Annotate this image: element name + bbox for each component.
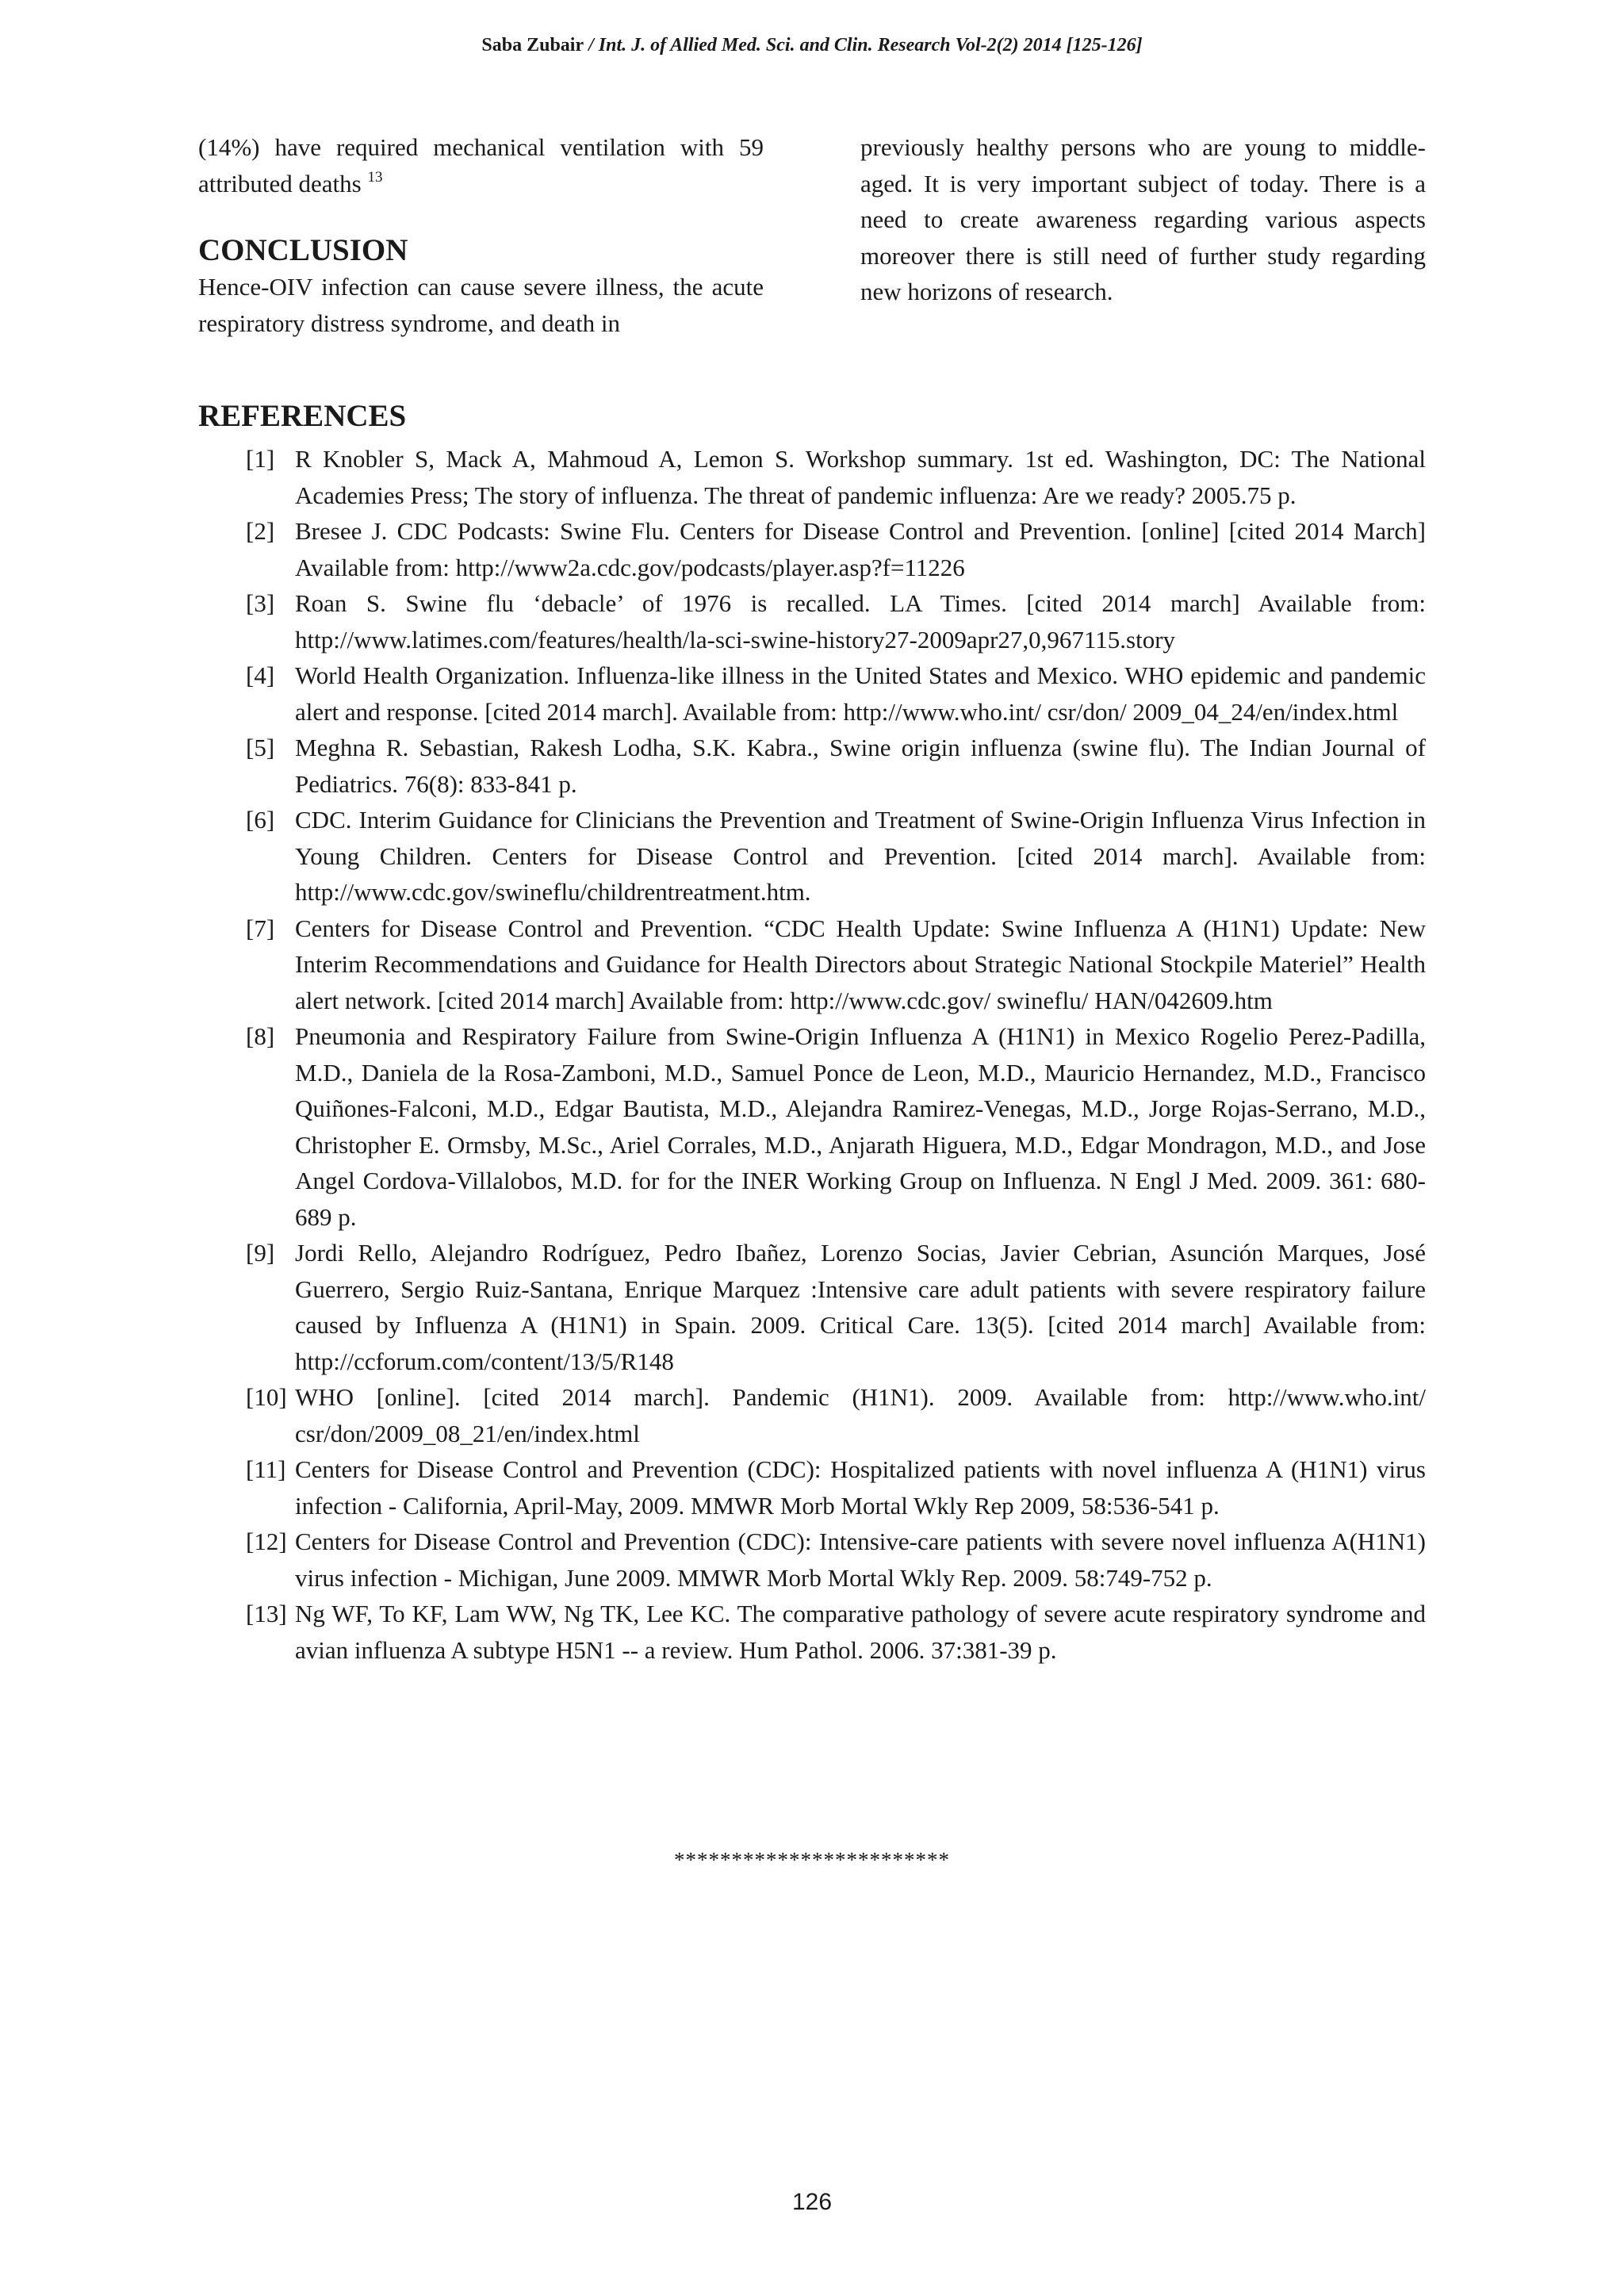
reference-text: Pneumonia and Respiratory Failure from Swine-Origin Influenza A (H1N1) in Mexico Rogelio Perez-Padilla, M.D., Daniela de la Rosa-Zamboni, M.D., Samuel Ponce de Leon, M.D., Mauricio Hernandez, M.D., Francisco Quiñones-Falconi, M.D., Edgar Bautista, M.D., Alejandra Ramirez-Venegas, M.D., Jorge Rojas-Serrano, M.D., Christopher E. Ormsby, M.Sc., Ariel Corrales, M.D., Anjarath Higuera, M.D., Edgar Mondragon, M.D., and Jose Angel Cordova-Villalobos, M.D. for for the INER Working Group on Influenza. N Engl J Med. 2009. 361: 680-689 p. — [295, 1022, 1426, 1231]
reference-item — [198, 441, 1426, 513]
reference-text: Jordi Rello, Alejandro Rodríguez, Pedro Ibañez, Lorenzo Socias, Javier Cebrian, Asunción Marques, José Guerrero, Sergio Ruiz-Santana, Enrique Marquez :Intensive care adult patients with severe respiratory failure caused by Influenza A (H1N1) in Spain. 2009. Critical Care. 13(5). [cited 2014 march] Available from: http://ccforum.com/content/13/5/R148 — [295, 1239, 1426, 1375]
reference-text: Bresee J. CDC Podcasts: Swine Flu. Centers for Disease Control and Prevention. [online] [cited 2014 March] Available from: http://www2a.cdc.gov/podcasts/player.asp?f=11226 — [295, 517, 1426, 581]
reference-number: [1] — [246, 445, 275, 473]
reference-number: [3] — [246, 589, 275, 617]
reference-text: WHO [online]. [cited 2014 march]. Pandemic (H1N1). 2009. Available from: http://www.who.int/ csr/don/2009_08_21/en/index.html — [295, 1383, 1426, 1447]
reference-number: [10] — [246, 1383, 287, 1411]
reference-text: Roan S. Swine flu ‘debacle’ of 1976 is recalled. LA Times. [cited 2014 march] Available from: http://www.latimes.com/features/health/la-sci-swine-history27-2009apr27,0,967115.story — [295, 589, 1426, 654]
reference-item — [198, 585, 1426, 657]
reference-number: [8] — [246, 1022, 275, 1050]
running-header — [0, 35, 1624, 56]
conclusion-continued-paragraph: previously healthy persons who are young to middle-aged. It is very important subject of today. There is a need to create awareness regarding various aspects moreover there is still need of further study regarding new horizons of research. — [860, 133, 1426, 305]
left-column — [198, 129, 764, 341]
header-author: Saba Zubair — [481, 35, 584, 56]
conclusion-heading: CONCLUSION — [198, 233, 408, 267]
intro-paragraph — [198, 129, 764, 201]
reference-text: R Knobler S, Mack A, Mahmoud A, Lemon S. Workshop summary. 1st ed. Washington, DC: The National Academies Press; The story of influenza. The threat of pandemic influenza: Are we ready? 2005.75 p. — [295, 445, 1426, 509]
reference-text: Meghna R. Sebastian, Rakesh Lodha, S.K. Kabra., Swine origin influenza (swine flu). The Indian Journal of Pediatrics. 76(8): 833-841 p. — [295, 734, 1426, 798]
reference-item — [198, 1379, 1426, 1451]
reference-number: [12] — [246, 1527, 287, 1555]
reference-text: Centers for Disease Control and Prevention (CDC): Hospitalized patients with novel influenza A (H1N1) virus infection - California, April-May, 2009. MMWR Morb Mortal Wkly Rep 2009, 58:536-541 p. — [295, 1455, 1426, 1520]
reference-item — [198, 1596, 1426, 1668]
reference-item — [198, 657, 1426, 730]
reference-item — [198, 730, 1426, 802]
reference-number: [7] — [246, 914, 275, 942]
intro-citation: 13 — [367, 168, 383, 186]
reference-item — [198, 1451, 1426, 1524]
reference-number: [13] — [246, 1600, 287, 1627]
reference-item — [198, 910, 1426, 1019]
reference-number: [9] — [246, 1239, 275, 1267]
references-list — [198, 441, 1426, 1668]
references-heading: REFERENCES — [198, 399, 407, 433]
intro-text: (14%) have required mechanical ventilation with 59 attributed deaths — [198, 133, 764, 197]
end-separator: ************************ — [674, 1848, 950, 1872]
conclusion-paragraph: Hence-OIV infection can cause severe illness, the acute respiratory distress syndrome, and death in — [198, 273, 764, 337]
references-section — [198, 397, 1426, 1668]
reference-item — [198, 1235, 1426, 1379]
right-column — [860, 129, 1426, 310]
reference-item — [198, 513, 1426, 585]
reference-item — [198, 1524, 1426, 1596]
reference-number: [4] — [246, 661, 275, 689]
reference-text: CDC. Interim Guidance for Clinicians the Prevention and Treatment of Swine-Origin Influenza Virus Infection in Young Children. Centers for Disease Control and Prevention. [cited 2014 march]. Available from: http://www.cdc.gov/swineflu/childrentreatment.htm. — [295, 806, 1426, 906]
reference-item — [198, 1018, 1426, 1235]
reference-text: Centers for Disease Control and Prevention. “CDC Health Update: Swine Influenza A (H1N1) Update: New Interim Recommendations and Guidance for Health Directors about Strategic National Stockpile Materiel” Health alert network. [cited 2014 march] Available from: http://www.cdc.gov/ swineflu/ HAN/042609.htm — [295, 914, 1426, 1014]
reference-text: Centers for Disease Control and Prevention (CDC): Intensive-care patients with severe novel influenza A(H1N1) virus infection - Michigan, June 2009. MMWR Morb Mortal Wkly Rep. 2009. 58:749-752 p. — [295, 1527, 1426, 1592]
reference-number: [2] — [246, 517, 275, 545]
reference-text: World Health Organization. Influenza-like illness in the United States and Mexico. WHO epidemic and pandemic alert and response. [cited 2014 march]. Available from: http://www.who.int/ csr/don/ 2009_04_24/en/index.html — [295, 661, 1426, 726]
reference-text: Ng WF, To KF, Lam WW, Ng TK, Lee KC. The comparative pathology of severe acute respiratory syndrome and avian influenza A subtype H5N1 -- a review. Hum Pathol. 2006. 37:381-39 p. — [295, 1600, 1426, 1664]
reference-number: [5] — [246, 734, 275, 761]
reference-number: [6] — [246, 806, 275, 834]
page-number: 126 — [791, 2189, 833, 2215]
reference-item — [198, 802, 1426, 910]
header-journal: / Int. J. of Allied Med. Sci. and Clin. Research Vol-2(2) 2014 [125-126] — [584, 35, 1143, 56]
reference-number: [11] — [246, 1455, 286, 1483]
